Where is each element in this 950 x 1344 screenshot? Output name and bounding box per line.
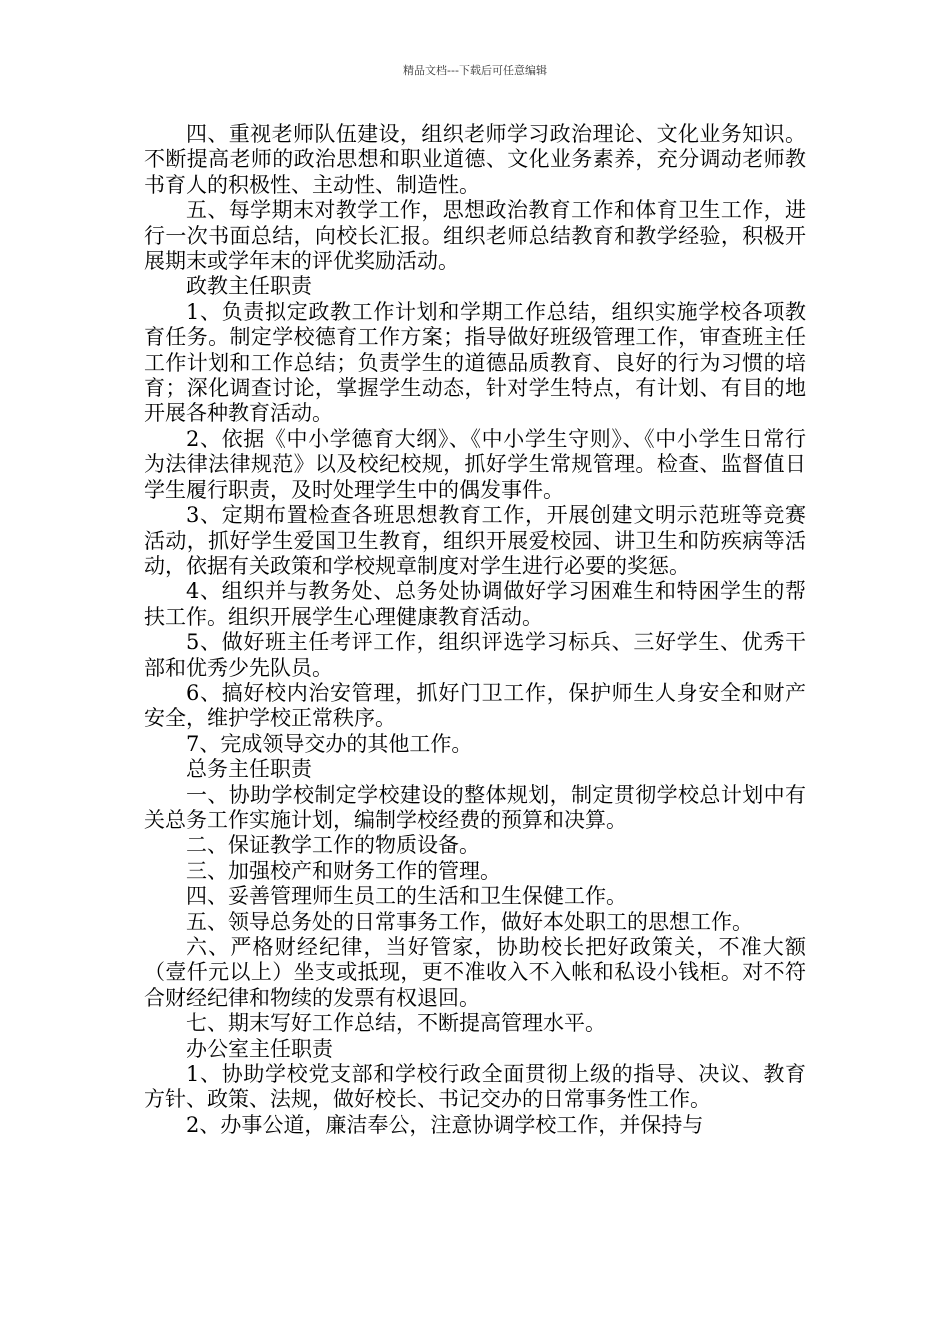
paragraph: 1、负责拟定政教工作计划和学期工作总结，组织实施学校各项教育任务。制定学校德育工作方案；指导做好班级管理工作，审查班主任工作计划和工作总结；负责学生的道德品质教育、良好的行为习惯的培育；深化调查讨论，掌握学生动态，针对学生特点，有计划、有目的地开展各种教育活动。 bbox=[144, 299, 806, 426]
document-body bbox=[144, 122, 806, 1138]
paragraph: 2、办事公道，廉洁奉公，注意协调学校工作，并保持与 bbox=[186, 1112, 704, 1137]
paragraph: 6、搞好校内治安管理，抓好门卫工作，保护师生人身安全和财产安全，维护学校正常秩序。 bbox=[144, 680, 806, 731]
paragraph: 2、依据《中小学德育大纲》、《中小学生守则》、《中小学生日常行为法律法律规范》以及校纪校规，抓好学生常规管理。检查、监督值日学生履行职责，及时处理学生中的偶发事件。 bbox=[144, 426, 806, 502]
paragraph: 四、妥善管理师生员工的生活和卫生保健工作。 bbox=[186, 884, 627, 909]
section-heading: 总务主任职责 bbox=[186, 757, 312, 782]
paragraph: 4、组织并与教务处、总务处协调做好学习困难生和特困学生的帮扶工作。组织开展学生心理健康教育活动。 bbox=[144, 579, 806, 629]
paragraph: 三、加强校产和财务工作的管理。 bbox=[186, 858, 501, 883]
paragraph: 四、重视老师队伍建设，组织老师学习政治理论、文化业务知识。不断提高老师的政治思想和职业道德、文化业务素养，充分调动老师教书育人的积极性、主动性、制造性。 bbox=[144, 122, 806, 197]
paragraph: 1、协助学校党支部和学校行政全面贯彻上级的指导、决议、教育方针、政策、法规，做好校长、书记交办的日常事务性工作。 bbox=[144, 1062, 806, 1112]
paragraph: 5、做好班主任考评工作，组织评选学习标兵、三好学生、优秀干部和优秀少先队员。 bbox=[144, 630, 806, 680]
section-heading: 办公室主任职责 bbox=[186, 1036, 333, 1061]
paragraph: 六、严格财经纪律，当好管家，协助校长把好政策关，不准大额（壹仟元以上）坐支或抵现，更不准收入不入帐和私设小钱柜。对不符合财经纪律和物续的发票有权退回。 bbox=[144, 935, 806, 1010]
page-header: 精品文档---下载后可任意编辑 bbox=[403, 64, 547, 77]
paragraph: 五、每学期末对教学工作，思想政治教育工作和体育卫生工作，进行一次书面总结，向校长汇报。组织老师总结教育和教学经验，积极开展期末或学年末的评优奖励活动。 bbox=[144, 198, 806, 274]
section-heading: 政教主任职责 bbox=[186, 274, 312, 299]
paragraph: 一、协助学校制定学校建设的整体规划，制定贯彻学校总计划中有关总务工作实施计划，编制学校经费的预算和决算。 bbox=[144, 782, 806, 832]
paragraph: 七、期末写好工作总结，不断提高管理水平。 bbox=[186, 1011, 606, 1036]
paragraph: 二、保证教学工作的物质设备。 bbox=[186, 833, 480, 858]
paragraph: 7、完成领导交办的其他工作。 bbox=[186, 731, 473, 756]
paragraph: 五、领导总务处的日常事务工作，做好本处职工的思想工作。 bbox=[186, 909, 753, 934]
paragraph: 3、定期布置检查各班思想教育工作，开展创建文明示范班等竞赛活动，抓好学生爱国卫生教育，组织开展爱校园、讲卫生和防疾病等活动，依据有关政策和学校规章制度对学生进行必要的奖惩。 bbox=[144, 503, 806, 578]
